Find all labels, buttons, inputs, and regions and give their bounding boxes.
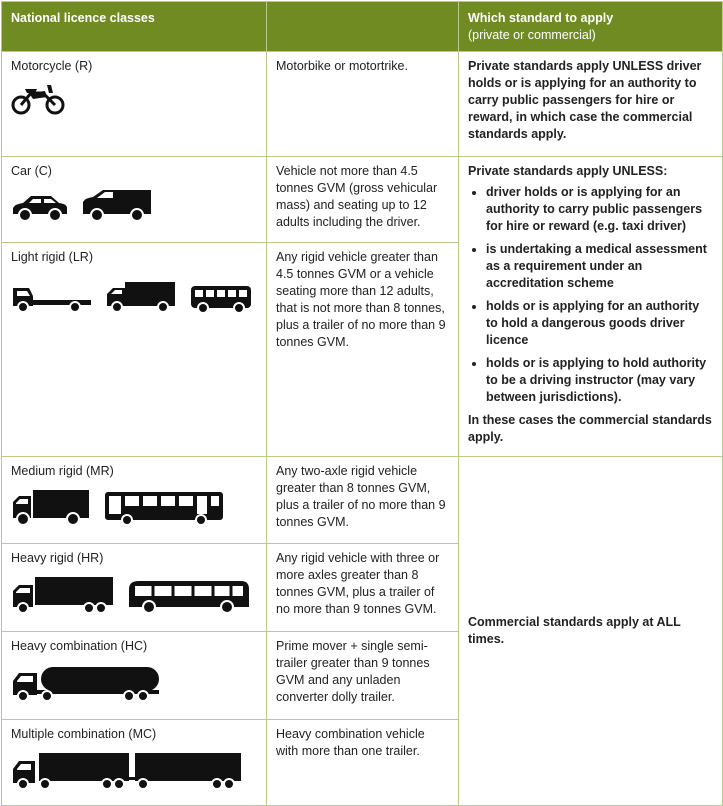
road-train-icon <box>11 751 243 791</box>
description-cell: Heavy combination vehicle with more than one trailer. <box>267 720 459 806</box>
flatbed-truck-icon <box>11 282 93 314</box>
description-cell: Vehicle not more than 4.5 tonnes GVM (gross vehicular mass) and seating up to 12 adults including the driver. <box>267 157 459 243</box>
class-cell <box>2 243 267 457</box>
standard-motorcycle: Private standards apply UNLESS driver holds or is applying for an authority to carry public passengers for hire or reward, in which case the commercial standards apply. <box>459 52 723 157</box>
description-cell: Any two-axle rigid vehicle greater than 8 tonnes GVM, plus a trailer of no more than 9 tonnes GVM. <box>267 457 459 544</box>
class-name: Motorcycle (R) <box>11 59 93 73</box>
description-cell: Motorbike or motortrike. <box>267 52 459 157</box>
class-cell <box>2 157 267 243</box>
table-row <box>2 157 723 243</box>
licence-classes-table <box>1 1 723 806</box>
bus-icon <box>103 490 225 526</box>
van-icon <box>81 188 153 222</box>
class-name: Car (C) <box>11 164 52 178</box>
class-name: Heavy rigid (HR) <box>11 551 104 565</box>
class-name: Multiple combination (MC) <box>11 727 157 741</box>
class-name: Light rigid (LR) <box>11 250 93 265</box>
class-name: Heavy combination (HC) <box>11 639 148 653</box>
car-icon <box>11 192 69 222</box>
standard-outro: In these cases the commercial standards apply. <box>468 413 712 444</box>
description-cell: Any rigid vehicle with three or more axles greater than 8 tonnes GVM, plus a trailer of no more than 9 tonnes GVM. <box>267 544 459 632</box>
header-standard-subtitle: (private or commercial) <box>468 28 596 42</box>
header-licence-classes: National licence classes <box>2 2 267 52</box>
header-row <box>2 2 723 52</box>
class-cell <box>2 52 267 157</box>
standard-heavy-vehicles: Commercial standards apply at ALL times. <box>459 457 723 806</box>
tanker-truck-icon <box>11 663 161 703</box>
header-standard <box>459 2 723 52</box>
coach-icon <box>127 579 251 615</box>
class-cell <box>2 544 267 632</box>
class-cell <box>2 720 267 806</box>
rigid-truck-icon <box>11 488 91 526</box>
list-item: • is undertaking a medical assessment as a requirement under an accreditation scheme <box>486 241 714 292</box>
standard-intro: Private standards apply UNLESS: <box>468 164 668 178</box>
class-cell <box>2 457 267 544</box>
header-description <box>267 2 459 52</box>
heavy-truck-icon <box>11 575 115 615</box>
description-cell: Prime mover + single semi-trailer greater than 9 tonnes GVM and any unladen converter dolly trailer. <box>267 632 459 720</box>
box-van-icon <box>105 280 177 314</box>
list-item: • holds or is applying to hold authority to be a driving instructor (may vary between jurisdictions). <box>486 355 714 406</box>
list-item: • driver holds or is applying for an authority to carry public passengers for hire or reward (e.g. taxi driver) <box>486 184 714 235</box>
motorcycle-icon <box>11 81 65 115</box>
standard-car-light-rigid <box>459 157 723 457</box>
table-row <box>2 457 723 544</box>
class-name: Medium rigid (MR) <box>11 464 114 478</box>
class-cell <box>2 632 267 720</box>
list-item: • holds or is applying for an authority to hold a dangerous goods driver licence <box>486 298 714 349</box>
description-cell: Any rigid vehicle greater than 4.5 tonnes GVM or a vehicle seating more than 12 adults, that is not more than 8 tonnes, plus a trailer of no more than 9 tonnes GVM. <box>267 243 459 457</box>
standard-exceptions-list <box>468 184 714 406</box>
minibus-icon <box>189 284 253 314</box>
table-row <box>2 52 723 157</box>
header-standard-title: Which standard to apply <box>468 11 614 25</box>
